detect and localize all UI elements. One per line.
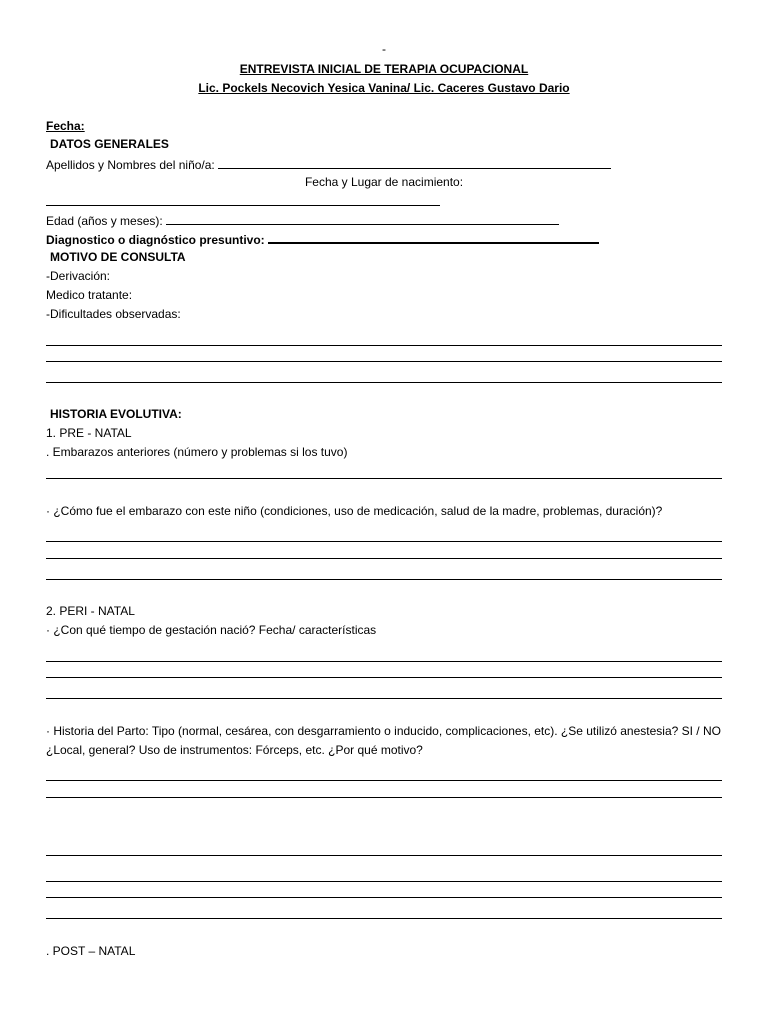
edad-label: Edad (años y meses):	[46, 214, 163, 228]
gestacion-answer-line[interactable]	[46, 677, 722, 678]
document-authors: Lic. Pockels Necovich Yesica Vanina/ Lic. Caceres Gustavo Dario	[198, 81, 570, 95]
gestacion-answer-line[interactable]	[46, 698, 722, 699]
historia-heading: HISTORIA EVOLUTIVA:	[50, 407, 182, 421]
embarazos-answer-line[interactable]	[46, 478, 722, 479]
parto-answer-line[interactable]	[46, 797, 722, 798]
document-title: ENTREVISTA INICIAL DE TERAPIA OCUPACIONAL	[239, 62, 529, 76]
pre-natal-heading: 1. PRE - NATAL	[46, 426, 132, 440]
nacimiento-label: Fecha y Lugar de nacimiento:	[304, 175, 464, 189]
edad-field[interactable]	[166, 213, 559, 225]
dificultades-answer-line[interactable]	[46, 382, 722, 383]
parto-answer-line[interactable]	[46, 780, 722, 781]
parto-question-line1: · Historia del Parto: Tipo (normal, cesárea, con desgarramiento o inducido, complicaciones, etc). ¿Se utilizó anestesia? SI / NO	[46, 724, 721, 738]
diagnostico-row	[46, 231, 599, 247]
parto-answer-line[interactable]	[46, 881, 722, 882]
motivo-heading: MOTIVO DE CONSULTA	[50, 250, 186, 264]
apellidos-row	[46, 157, 611, 172]
fecha-label: Fecha:	[46, 119, 85, 133]
gestacion-answer-line[interactable]	[46, 661, 722, 662]
dificultades-label: -Dificultades observadas:	[46, 307, 181, 321]
derivacion-label: -Derivación:	[46, 269, 111, 283]
embarazo-nino-answer-line[interactable]	[46, 541, 722, 542]
post-natal-heading: . POST – NATAL	[46, 944, 136, 958]
embarazo-nino-question: · ¿Cómo fue el embarazo con este niño (condiciones, uso de medicación, salud de la madre, problemas, duración)?	[46, 504, 663, 518]
parto-answer-line[interactable]	[46, 897, 722, 898]
header-mark: -	[382, 42, 386, 56]
apellidos-field[interactable]	[218, 157, 611, 169]
diagnostico-field[interactable]	[268, 231, 599, 244]
dificultades-answer-line[interactable]	[46, 345, 722, 346]
gestacion-question: · ¿Con qué tiempo de gestación nació? Fecha/ características	[46, 623, 377, 637]
parto-answer-line[interactable]	[46, 855, 722, 856]
embarazos-anteriores-question: . Embarazos anteriores (número y problemas si los tuvo)	[46, 445, 348, 459]
embarazo-nino-answer-line[interactable]	[46, 579, 722, 580]
edad-row	[46, 213, 559, 228]
parto-answer-line[interactable]	[46, 918, 722, 919]
datos-generales-heading: DATOS GENERALES	[50, 137, 169, 151]
diagnostico-label: Diagnostico o diagnóstico presuntivo:	[46, 233, 265, 247]
embarazo-nino-answer-line[interactable]	[46, 558, 722, 559]
nacimiento-field[interactable]	[46, 205, 440, 206]
parto-question-line2: ¿Local, general? Uso de instrumentos: Fórceps, etc. ¿Por qué motivo?	[46, 743, 423, 757]
dificultades-answer-line[interactable]	[46, 361, 722, 362]
medico-label: Medico tratante:	[46, 288, 133, 302]
peri-natal-heading: 2. PERI - NATAL	[46, 604, 135, 618]
apellidos-label: Apellidos y Nombres del niño/a:	[46, 158, 215, 172]
